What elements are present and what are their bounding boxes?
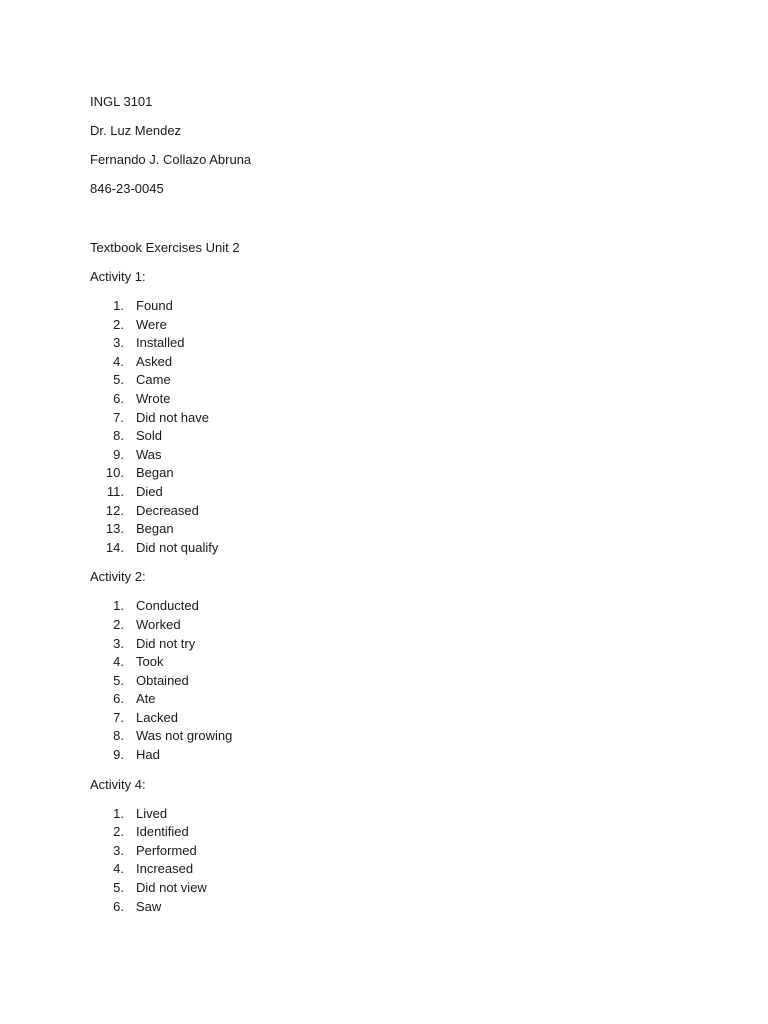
item-number: 2.: [113, 616, 124, 632]
document-title: Textbook Exercises Unit 2: [90, 240, 240, 255]
item-number: 4.: [113, 861, 124, 877]
list-item: [90, 353, 690, 372]
item-answer: Did not try: [136, 635, 196, 651]
item-answer: Had: [136, 747, 160, 763]
item-answer: Died: [136, 483, 163, 499]
item-number: 10.: [105, 465, 124, 481]
list-item: [90, 446, 690, 465]
item-number: 5.: [113, 672, 124, 688]
item-answer: Began: [136, 465, 174, 481]
item-answer: Lived: [136, 805, 168, 821]
item-number: 9.: [113, 446, 124, 462]
list-item: [90, 483, 690, 502]
course-code: INGL 3101: [90, 94, 153, 109]
item-answer: Were: [136, 316, 167, 332]
item-answer: Worked: [136, 616, 181, 632]
item-number: 6.: [113, 390, 124, 406]
activity-title: Activity 4:: [90, 776, 146, 792]
item-number: 1.: [113, 298, 124, 313]
list-item: [90, 805, 690, 824]
item-answer: Took: [136, 654, 164, 670]
activity-title: Activity 2:: [90, 569, 146, 585]
item-answer: Was not growing: [136, 728, 233, 744]
document-body: [90, 93, 690, 927]
list-item: [90, 672, 690, 691]
list-item: [90, 653, 690, 672]
item-answer: Ate: [136, 691, 156, 707]
item-number: 14.: [105, 539, 124, 555]
item-answer: Came: [136, 372, 171, 388]
item-number: 8.: [113, 428, 124, 444]
item-number: 9.: [113, 747, 124, 763]
item-answer: Did not view: [136, 880, 207, 896]
list-item: [90, 879, 690, 898]
list-item: [90, 727, 690, 746]
item-answer: Found: [136, 298, 173, 313]
list-item: [90, 898, 690, 917]
item-answer: Performed: [136, 842, 197, 858]
item-number: 2.: [113, 824, 124, 840]
item-number: 11.: [106, 483, 124, 499]
item-answer: Wrote: [136, 390, 171, 406]
item-answer: Began: [136, 521, 174, 537]
answer-list: [90, 297, 690, 557]
answer-list: [90, 597, 690, 764]
list-item: [90, 709, 690, 728]
item-answer: Identified: [136, 824, 189, 840]
list-item: [90, 746, 690, 765]
item-number: 6.: [113, 691, 124, 707]
activity-title: Activity 1:: [90, 269, 146, 284]
item-number: 3.: [113, 335, 124, 351]
item-answer: Decreased: [136, 502, 199, 518]
list-item: [90, 860, 690, 879]
instructor-name: Dr. Luz Mendez: [90, 123, 182, 138]
item-number: 4.: [113, 654, 124, 670]
item-answer: Saw: [136, 898, 162, 914]
item-number: 3.: [113, 635, 124, 651]
list-item: [90, 690, 690, 709]
item-number: 6.: [113, 898, 124, 914]
item-answer: Lacked: [136, 709, 178, 725]
list-item: [90, 597, 690, 616]
list-item: [90, 635, 690, 654]
list-item: [90, 371, 690, 390]
list-item: [90, 334, 690, 353]
list-item: [90, 502, 690, 521]
list-item: [90, 842, 690, 861]
student-name: Fernando J. Collazo Abruna: [90, 152, 252, 167]
item-number: 4.: [113, 353, 124, 369]
answer-list: [90, 805, 690, 917]
item-number: 7.: [113, 709, 124, 725]
list-item: [90, 427, 690, 446]
list-item: [90, 539, 690, 558]
item-number: 13.: [105, 521, 124, 537]
item-answer: Sold: [136, 428, 163, 444]
student-id: 846-23-0045: [90, 181, 164, 196]
item-number: 1.: [113, 805, 124, 821]
list-item: [90, 823, 690, 842]
item-answer: Increased: [136, 861, 194, 877]
item-answer: Conducted: [136, 598, 199, 614]
item-number: 1.: [113, 598, 124, 614]
item-answer: Did not qualify: [136, 539, 219, 555]
item-number: 8.: [113, 728, 124, 744]
item-number: 2.: [113, 316, 124, 332]
item-number: 5.: [113, 880, 124, 896]
list-item: [90, 316, 690, 335]
item-answer: Was: [136, 446, 162, 462]
item-number: 3.: [113, 842, 124, 858]
item-answer: Installed: [136, 335, 185, 351]
list-item: [90, 390, 690, 409]
list-item: [90, 297, 690, 316]
list-item: [90, 409, 690, 428]
item-number: 5.: [113, 372, 124, 388]
activities-container: [90, 268, 690, 916]
item-answer: Asked: [136, 353, 173, 369]
item-number: 7.: [113, 409, 124, 425]
item-answer: Obtained: [136, 672, 189, 688]
item-answer: Did not have: [136, 409, 209, 425]
blank-line: [90, 209, 690, 239]
list-item: [90, 520, 690, 539]
list-item: [90, 464, 690, 483]
list-item: [90, 616, 690, 635]
item-number: 12.: [105, 502, 124, 518]
